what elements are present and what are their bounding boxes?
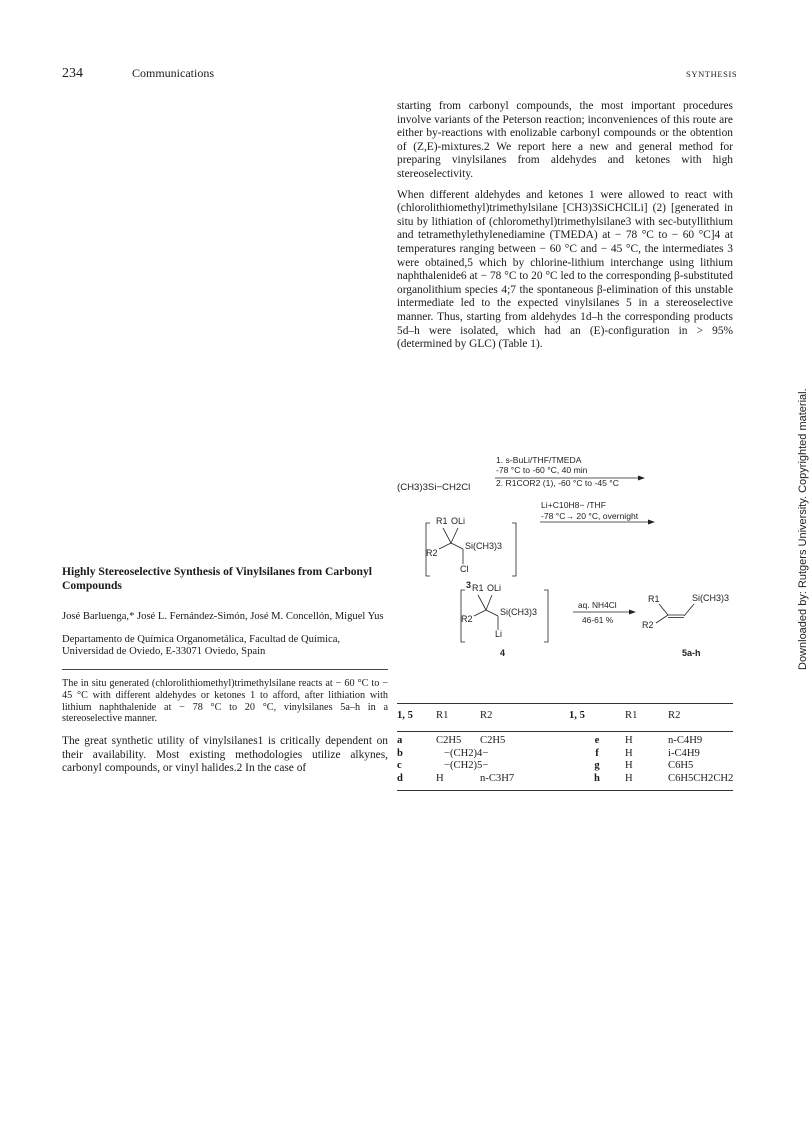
step2-conditions: -78 °C→ 20 °C, overnight [541,511,639,521]
table-header-cell: 1, 5 [397,710,413,721]
table-row [397,735,733,748]
step1-conditions: -78 °C to -60 °C, 40 min [496,465,588,475]
download-notice: Downloaded by: Rutgers University. Copyrighted material. [797,388,809,670]
table-cell: n-C3H7 [480,772,515,784]
article-info [62,565,388,776]
table-cell: h [594,772,600,784]
right-column-text [397,100,733,352]
table-cell: i-C4H9 [668,747,700,759]
label-r2: R2 [642,620,654,630]
table-cell: C6H5CH2CH2 [668,772,734,784]
table-row [397,748,733,761]
table-header-cell: R1 [436,710,449,721]
table-header-cell: R1 [625,710,638,721]
compound-4-label: 4 [500,648,506,658]
label-oli: OLi [487,583,502,593]
table-cell: −(CH2)5− [444,760,489,771]
table-row [397,760,733,773]
table-row [397,773,733,786]
step3-reagent: aq. NH4Cl [578,600,617,610]
table-bottom-rule [397,790,733,791]
reaction-scheme [390,452,735,684]
label-r2: R2 [426,548,438,558]
page-number: 234 [62,66,83,81]
table-cell: C6H5 [668,760,694,771]
article-intro: The great synthetic utility of vinylsilanes1 is critically dependent on their availability. Most existing methodologies utilize alkynes, carbonyl compounds, or vinyl halides.2 In the case of [62,735,388,775]
step1-reagents: 1. s-BuLi/THF/TMEDA [496,455,582,465]
label-sime3: Si(CH3)3 [465,541,503,551]
label-r1: R1 [472,583,484,593]
table-cell: H [625,735,633,746]
table-cell: f [595,747,599,759]
step1-addition: 2. R1COR2 (1), -60 °C to -45 °C [496,478,619,488]
substituent-table-header [397,710,733,721]
journal-name: SYNTHESIS [686,69,738,79]
table-header-cell: 1, 5 [569,710,585,721]
table-cell: d [397,772,403,784]
label-r1: R1 [648,594,660,604]
starting-material: (CH3)3Si−CH2Cl [397,482,471,493]
step2-reagents: Li+C10H8− /THF [541,500,606,510]
abstract-divider [62,669,388,670]
label-cl: Cl [460,564,469,574]
table-cell: e [594,735,600,746]
table-header-cell: R2 [668,710,681,721]
table-cell: c [397,760,402,771]
substituent-table [397,735,733,785]
table-top-rule [397,703,733,704]
label-r1: R1 [436,516,448,526]
table-cell: H [625,760,633,771]
table-cell: H [625,747,633,759]
paragraph-intro-continued: starting from carbonyl compounds, the most important procedures involve variants of the Peterson reaction; inconveniences of this route are either by-reactions with enolizable carbonyl compounds or the obtention of (Z,E)-mixtures.2 We report here a new and general method for preparing vinylsilanes from aldehydes and ketones with high stereoselectivity. [397,100,733,180]
table-cell: H [625,772,633,784]
article-authors: José Barluenga,* José L. Fernández-Simón, José M. Concellón, Miguel Yus [62,611,384,623]
label-sime3: Si(CH3)3 [692,593,730,603]
compound-5-label: 5a-h [682,648,701,658]
paragraph-method: When different aldehydes and ketones 1 were allowed to react with (chlorolithiomethyl)trimethylsilane [CH3)3SiCHClLi] (2) [generated in situ by lithiation of (chloromethyl)trimethylsilane3 with sec-butyllithium and tetramethylethylenediamine (TMEDA) at − 78 °C to − 60 °C]4 at temperatures ranging between − 60 °C and − 45 °C, the intermediates 3 were obtained,5 which by chlorine-lithium interchange using lithium naphthalenide6 at − 78 °C to 20 °C led to the corresponding β-substituted organolithium species 4;7 the spontaneous β-elimination of this unstable intermediate led to the expected vinylsilanes 5 in a stereoselective manner. Thus, starting from aldehydes 1d–h the corresponding products 5d–h were isolated, which had an (E)-configuration in > 95% (determined by GLC) (Table 1). [397,188,733,351]
table-cell: a [397,735,403,746]
table-header-row [397,710,733,721]
step3-yield: 46-61 % [582,615,614,625]
table-cell: C2H5 [480,735,506,746]
table-header-rule [397,731,733,732]
article-title: Highly Stereoselective Synthesis of Vinylsilanes from Carbonyl Compounds [62,565,373,592]
table-cell: n-C4H9 [668,735,703,746]
label-oli: OLi [451,516,466,526]
label-li: Li [495,629,503,639]
table-header-cell: R2 [480,710,493,721]
article-abstract: The in situ generated (chlorolithiomethyl)trimethylsilane reacts at − 60 °C to − 45 °C with different aldehydes or ketones 1 to afford, after lithiation with lithium naphthalenide at − 78 °C to 20 °C, vinylsilanes 5a–h in a stereoselective manner. [62,677,388,725]
compound-3-label: 3 [466,580,472,590]
table-cell: b [397,747,403,759]
table-cell: −(CH2)4− [444,747,489,759]
article-affiliation: Departamento de Química Organometálica, Facultad de Química, Universidad de Oviedo, E-33071 Oviedo, Spain [62,633,341,658]
table-cell: H [436,772,444,784]
section-name: Communications [132,66,214,80]
table-cell: g [594,760,600,771]
label-sime3: Si(CH3)3 [500,607,538,617]
table-cell: C2H5 [436,735,462,746]
label-r2: R2 [461,614,473,624]
